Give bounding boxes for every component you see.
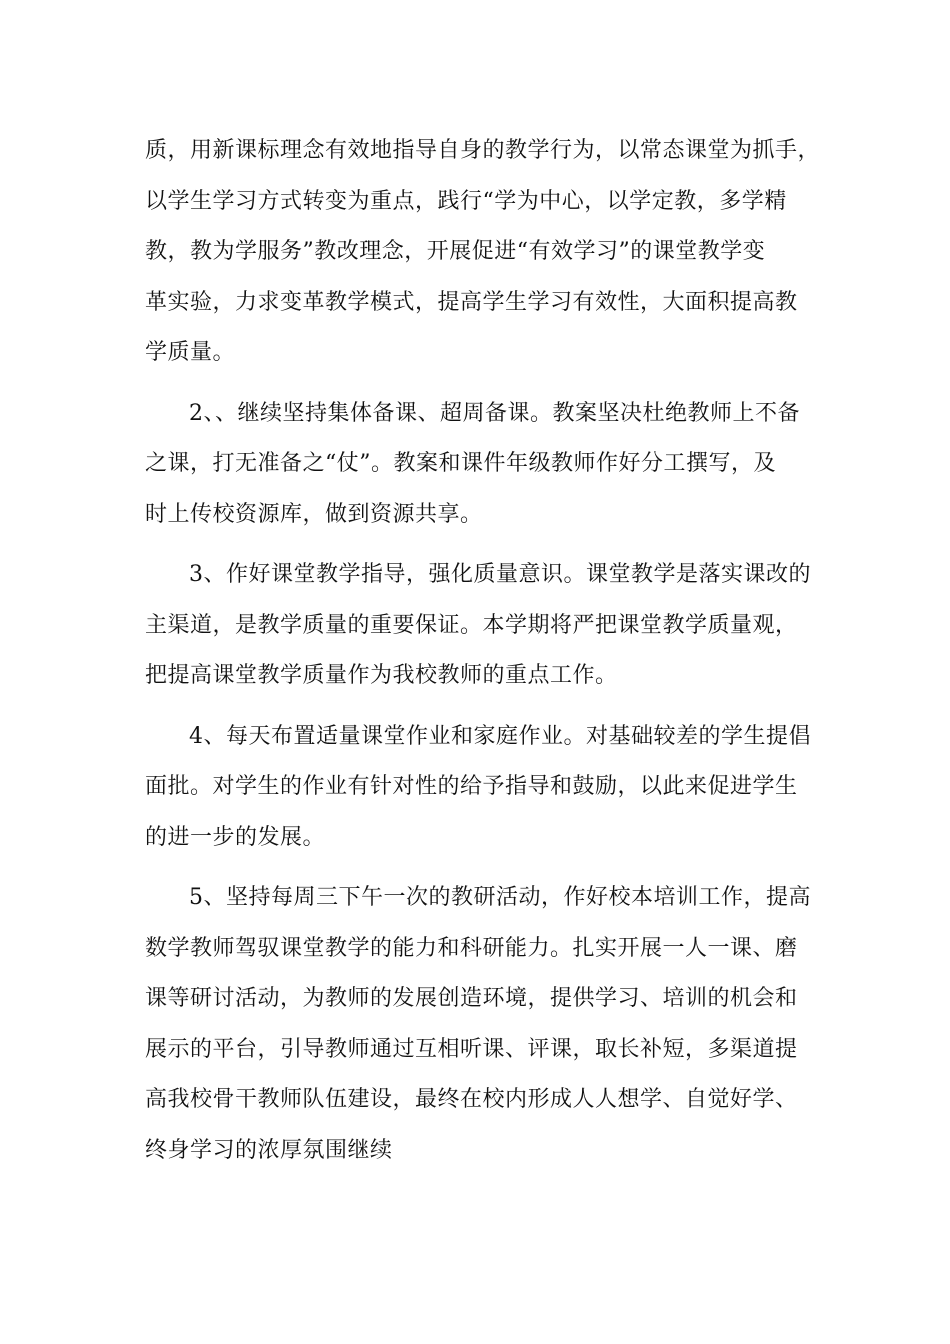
paragraph-item-3 [145,550,815,702]
paragraph-item-5 [145,873,815,1176]
text-line: 质，用新课标理念有效地指导自身的教学行为，以常态课堂为抓手， [145,138,821,163]
text-line: 展示的平台，引导教师通过互相听课、评课，取长补短，多渠道提 [145,1036,798,1062]
paragraph-item-4 [145,712,815,864]
text-line: 2、、继续坚持集体备课、超周备课。教案坚决杜绝教师上不备 [189,400,800,426]
text-line: 以学生学习方式转变为重点，践行“学为中心，以学定教，多学精 [145,188,787,214]
text-line: 面批。对学生的作业有针对性的给予指导和鼓励，以此来促进学生 [145,774,798,799]
text-line: 数学教师驾驭课堂教学的能力和科研能力。扎实开展一人一课、磨 [145,935,798,961]
text-line: 时上传校资源库，做到资源共享。 [145,501,483,527]
text-line: 主渠道，是教学质量的重要保证。本学期将严把课堂教学质量观， [145,612,798,638]
text-line: 革实验，力求变革教学模式，提高学生学习有效性，大面积提高教 [145,289,798,315]
text-line: 终身学习的浓厚氛围继续 [145,1137,393,1163]
text-line: 3、作好课堂教学指导，强化质量意识。课堂教学是落实课改的 [189,562,811,587]
text-line: 的进一步的发展。 [145,824,326,850]
text-line: 学质量。 [145,340,236,365]
text-line: 课等研讨活动，为教师的发展创造环境，提供学习、培训的机会和 [145,986,798,1011]
paragraph-continuation [145,126,821,379]
paragraph-item-2 [145,389,815,541]
document-body [145,126,821,1176]
text-line: 之课，打无准备之“仗”。教案和课件年级教师作好分工撰写，及 [145,451,776,476]
text-line: 把提高课堂教学质量作为我校教师的重点工作。 [145,663,618,688]
text-line: 4、每天布置适量课堂作业和家庭作业。对基础较差的学生提倡 [189,723,811,749]
text-line: 5、坚持每周三下午一次的教研活动，作好校本培训工作，提高 [189,885,811,910]
text-line: 教，教为学服务”教改理念，开展促进“有效学习”的课堂教学变 [145,239,766,264]
text-line: 高我校骨干教师队伍建设，最终在校内形成人人想学、自觉好学、 [145,1087,798,1112]
